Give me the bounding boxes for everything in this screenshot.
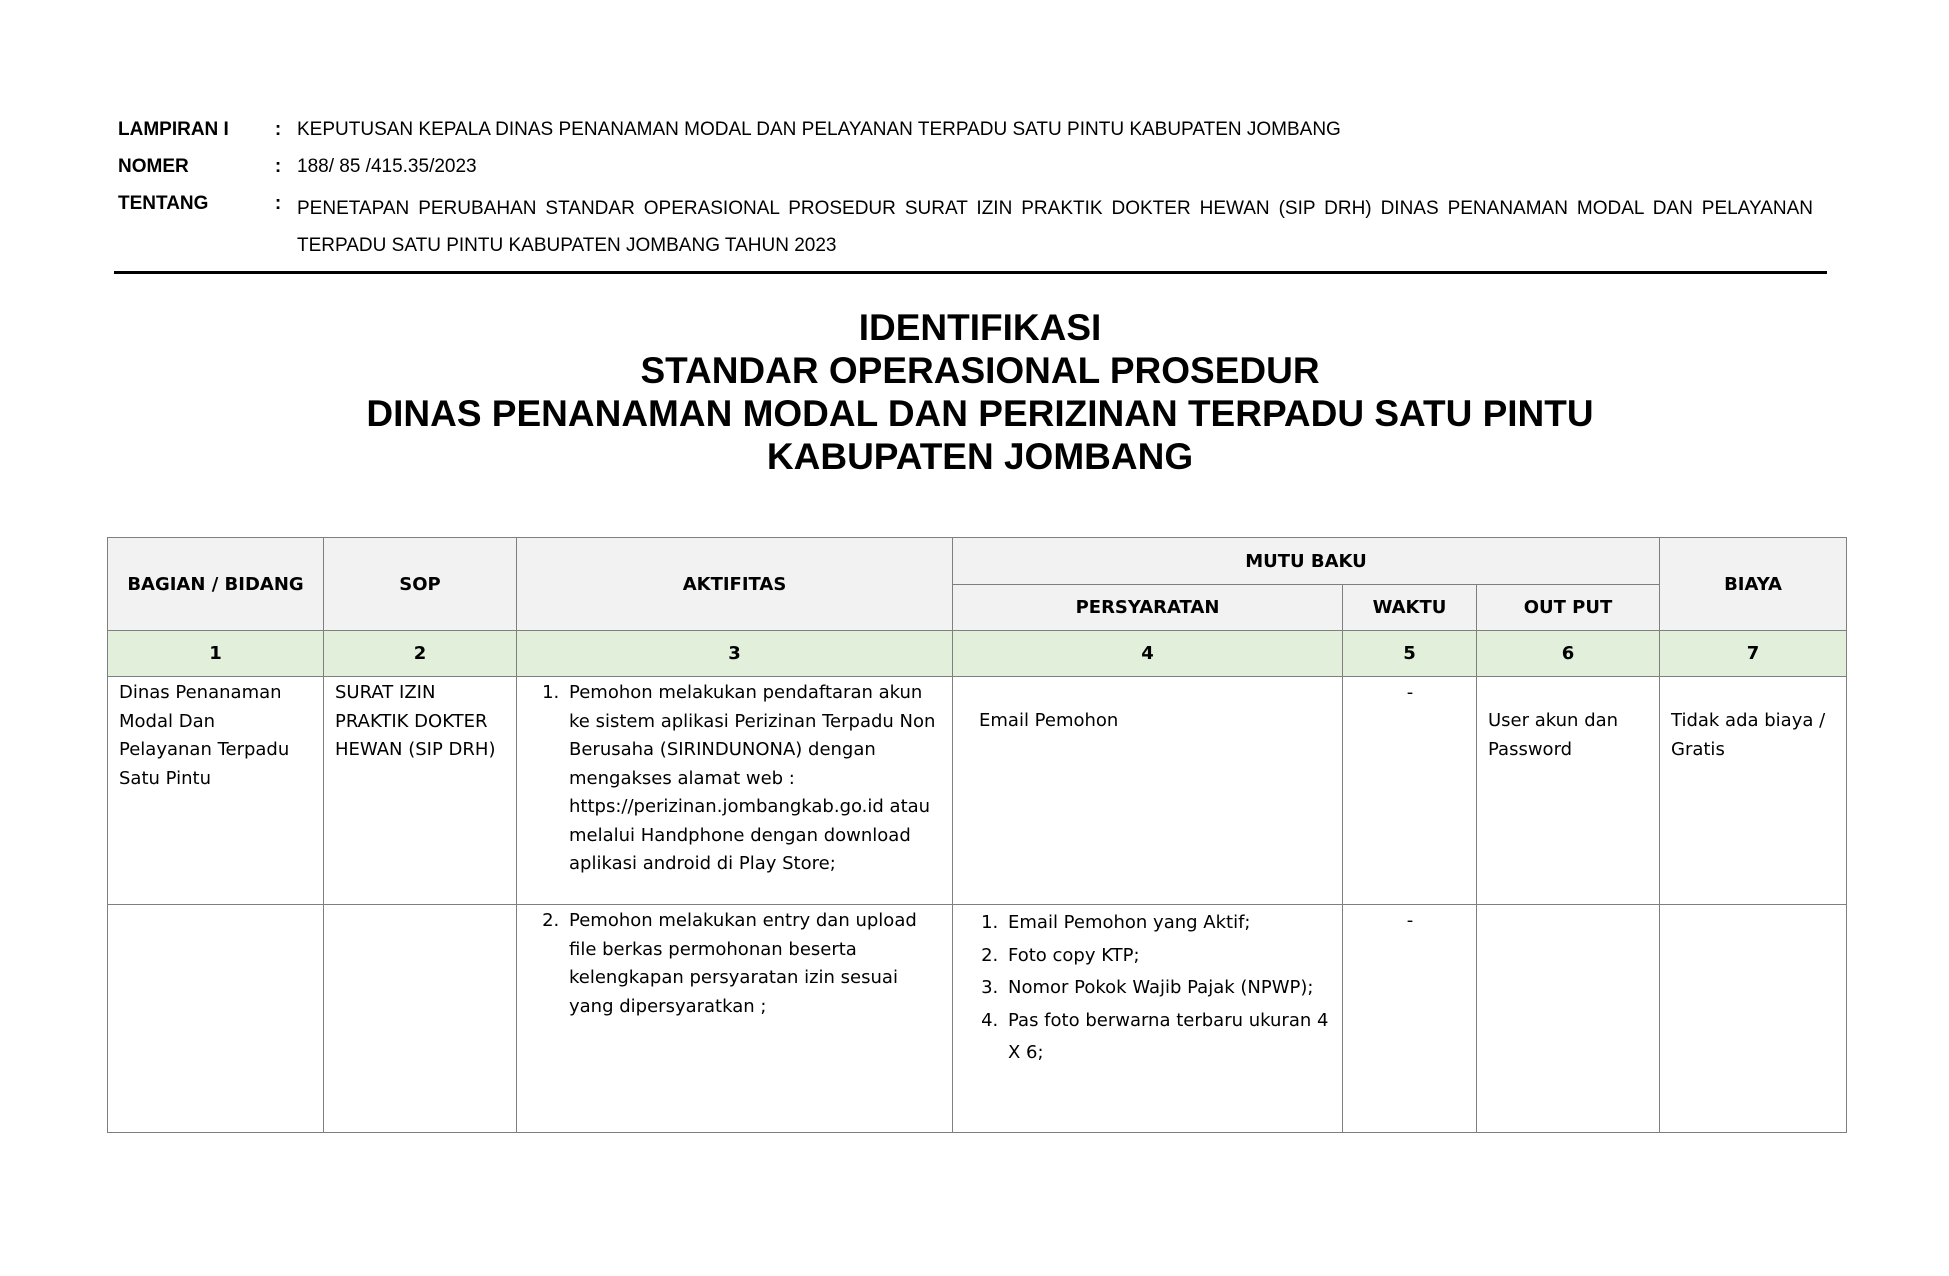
header-lampiran — [118, 116, 1818, 153]
column-number-row — [108, 631, 1847, 677]
biaya-text — [1660, 905, 1846, 907]
header-persyaratan: PERSYARATAN — [953, 585, 1343, 631]
table-row — [108, 905, 1847, 1133]
table-row — [108, 677, 1847, 905]
nomer-label: NOMER — [118, 156, 189, 177]
header-biaya: BIAYA — [1660, 538, 1847, 631]
aktifitas-step: 1. Pemohon melakukan pendaftaran akun ke sistem aplikasi Perizinan Terpadu Non Berusaha (SIRINDUNONA) dengan mengakses alamat web : https://perizinan.jombangkab.go.id atau melalui Handphone dengan download aplikasi android di Play Store; — [565, 679, 944, 879]
sop-text — [324, 905, 516, 907]
column-number: 6 — [1477, 631, 1660, 677]
biaya-text: Tidak ada biaya / Gratis — [1671, 710, 1826, 760]
aktifitas-list — [517, 677, 952, 879]
persyaratan-text: Email Pemohon — [979, 710, 1119, 731]
lampiran-value: KEPUTUSAN KEPALA DINAS PENANAMAN MODAL DAN PELAYANAN TERPADU SATU PINTU KABUPATEN JOMBANG — [297, 119, 1341, 140]
header-aktifitas: AKTIFITAS — [517, 538, 953, 631]
header-tentang — [118, 190, 1818, 256]
lampiran-label: LAMPIRAN I — [118, 119, 229, 140]
nomer-value: 188/ 85 /415.35/2023 — [297, 156, 477, 177]
document-header — [118, 116, 1818, 256]
header-output: OUT PUT — [1477, 585, 1660, 631]
cell-output — [1477, 677, 1660, 905]
title-line-2: STANDAR OPERASIONAL PROSEDUR — [640, 350, 1320, 391]
tentang-value: PENETAPAN PERUBAHAN STANDAR OPERASIONAL PROSEDUR SURAT IZIN PRAKTIK DOKTER HEWAN (SIP DRH) DINAS PENANAMAN MODAL DAN PELAYANAN TERPADU SATU PINTU KABUPATEN JOMBANG TAHUN 2023 — [297, 198, 1813, 256]
cell-aktifitas — [517, 677, 953, 905]
cell-bagian — [108, 677, 324, 905]
sop-table — [107, 537, 1847, 1133]
cell-waktu — [1343, 905, 1477, 1133]
header-sop: SOP — [324, 538, 517, 631]
header-bagian: BAGIAN / BIDANG — [108, 538, 324, 631]
bagian-text: Dinas Penanaman Modal Dan Pelayanan Terpadu Satu Pintu — [119, 682, 290, 789]
aktifitas-list — [517, 905, 952, 1021]
cell-sop — [324, 905, 517, 1133]
cell-sop — [324, 677, 517, 905]
cell-output — [1477, 905, 1660, 1133]
title-line-1: IDENTIFIKASI — [858, 307, 1102, 348]
persyaratan-item: 1. Email Pemohon yang Aktif; — [1004, 907, 1334, 940]
cell-biaya — [1660, 905, 1847, 1133]
column-number: 3 — [517, 631, 953, 677]
cell-persyaratan — [953, 905, 1343, 1133]
persyaratan-item: 3. Nomor Pokok Wajib Pajak (NPWP); — [1004, 972, 1334, 1005]
tentang-colon: : — [274, 193, 282, 214]
lampiran-colon: : — [274, 119, 282, 140]
cell-waktu — [1343, 677, 1477, 905]
waktu-text: - — [1406, 910, 1414, 931]
cell-persyaratan — [953, 677, 1343, 905]
waktu-text: - — [1406, 682, 1414, 703]
persyaratan-item: 2. Foto copy KTP; — [1004, 940, 1334, 973]
tentang-label: TENTANG — [118, 193, 209, 214]
header-mutu-baku: MUTU BAKU — [953, 538, 1660, 585]
output-text: User akun dan Password — [1488, 710, 1619, 760]
nomer-colon: : — [274, 156, 282, 177]
output-text — [1477, 905, 1659, 907]
cell-aktifitas — [517, 905, 953, 1133]
header-divider — [114, 271, 1827, 274]
sop-text: SURAT IZIN PRAKTIK DOKTER HEWAN (SIP DRH) — [335, 682, 496, 760]
title-line-4: KABUPATEN JOMBANG — [766, 436, 1194, 477]
document-title — [180, 306, 1780, 478]
header-nomer — [118, 153, 1818, 190]
column-number: 2 — [324, 631, 517, 677]
persyaratan-list — [953, 905, 1342, 1070]
column-number: 4 — [953, 631, 1343, 677]
column-number: 7 — [1660, 631, 1847, 677]
header-waktu: WAKTU — [1343, 585, 1477, 631]
column-number: 5 — [1343, 631, 1477, 677]
title-line-3: DINAS PENANAMAN MODAL DAN PERIZINAN TERPADU SATU PINTU — [366, 393, 1594, 434]
cell-biaya — [1660, 677, 1847, 905]
aktifitas-step: 2. Pemohon melakukan entry dan upload file berkas permohonan beserta kelengkapan persyaratan izin sesuai yang dipersyaratkan ; — [565, 907, 944, 1021]
cell-bagian — [108, 905, 324, 1133]
column-number: 1 — [108, 631, 324, 677]
persyaratan-item: 4. Pas foto berwarna terbaru ukuran 4 X 6; — [1004, 1005, 1334, 1070]
bagian-text — [108, 905, 323, 907]
